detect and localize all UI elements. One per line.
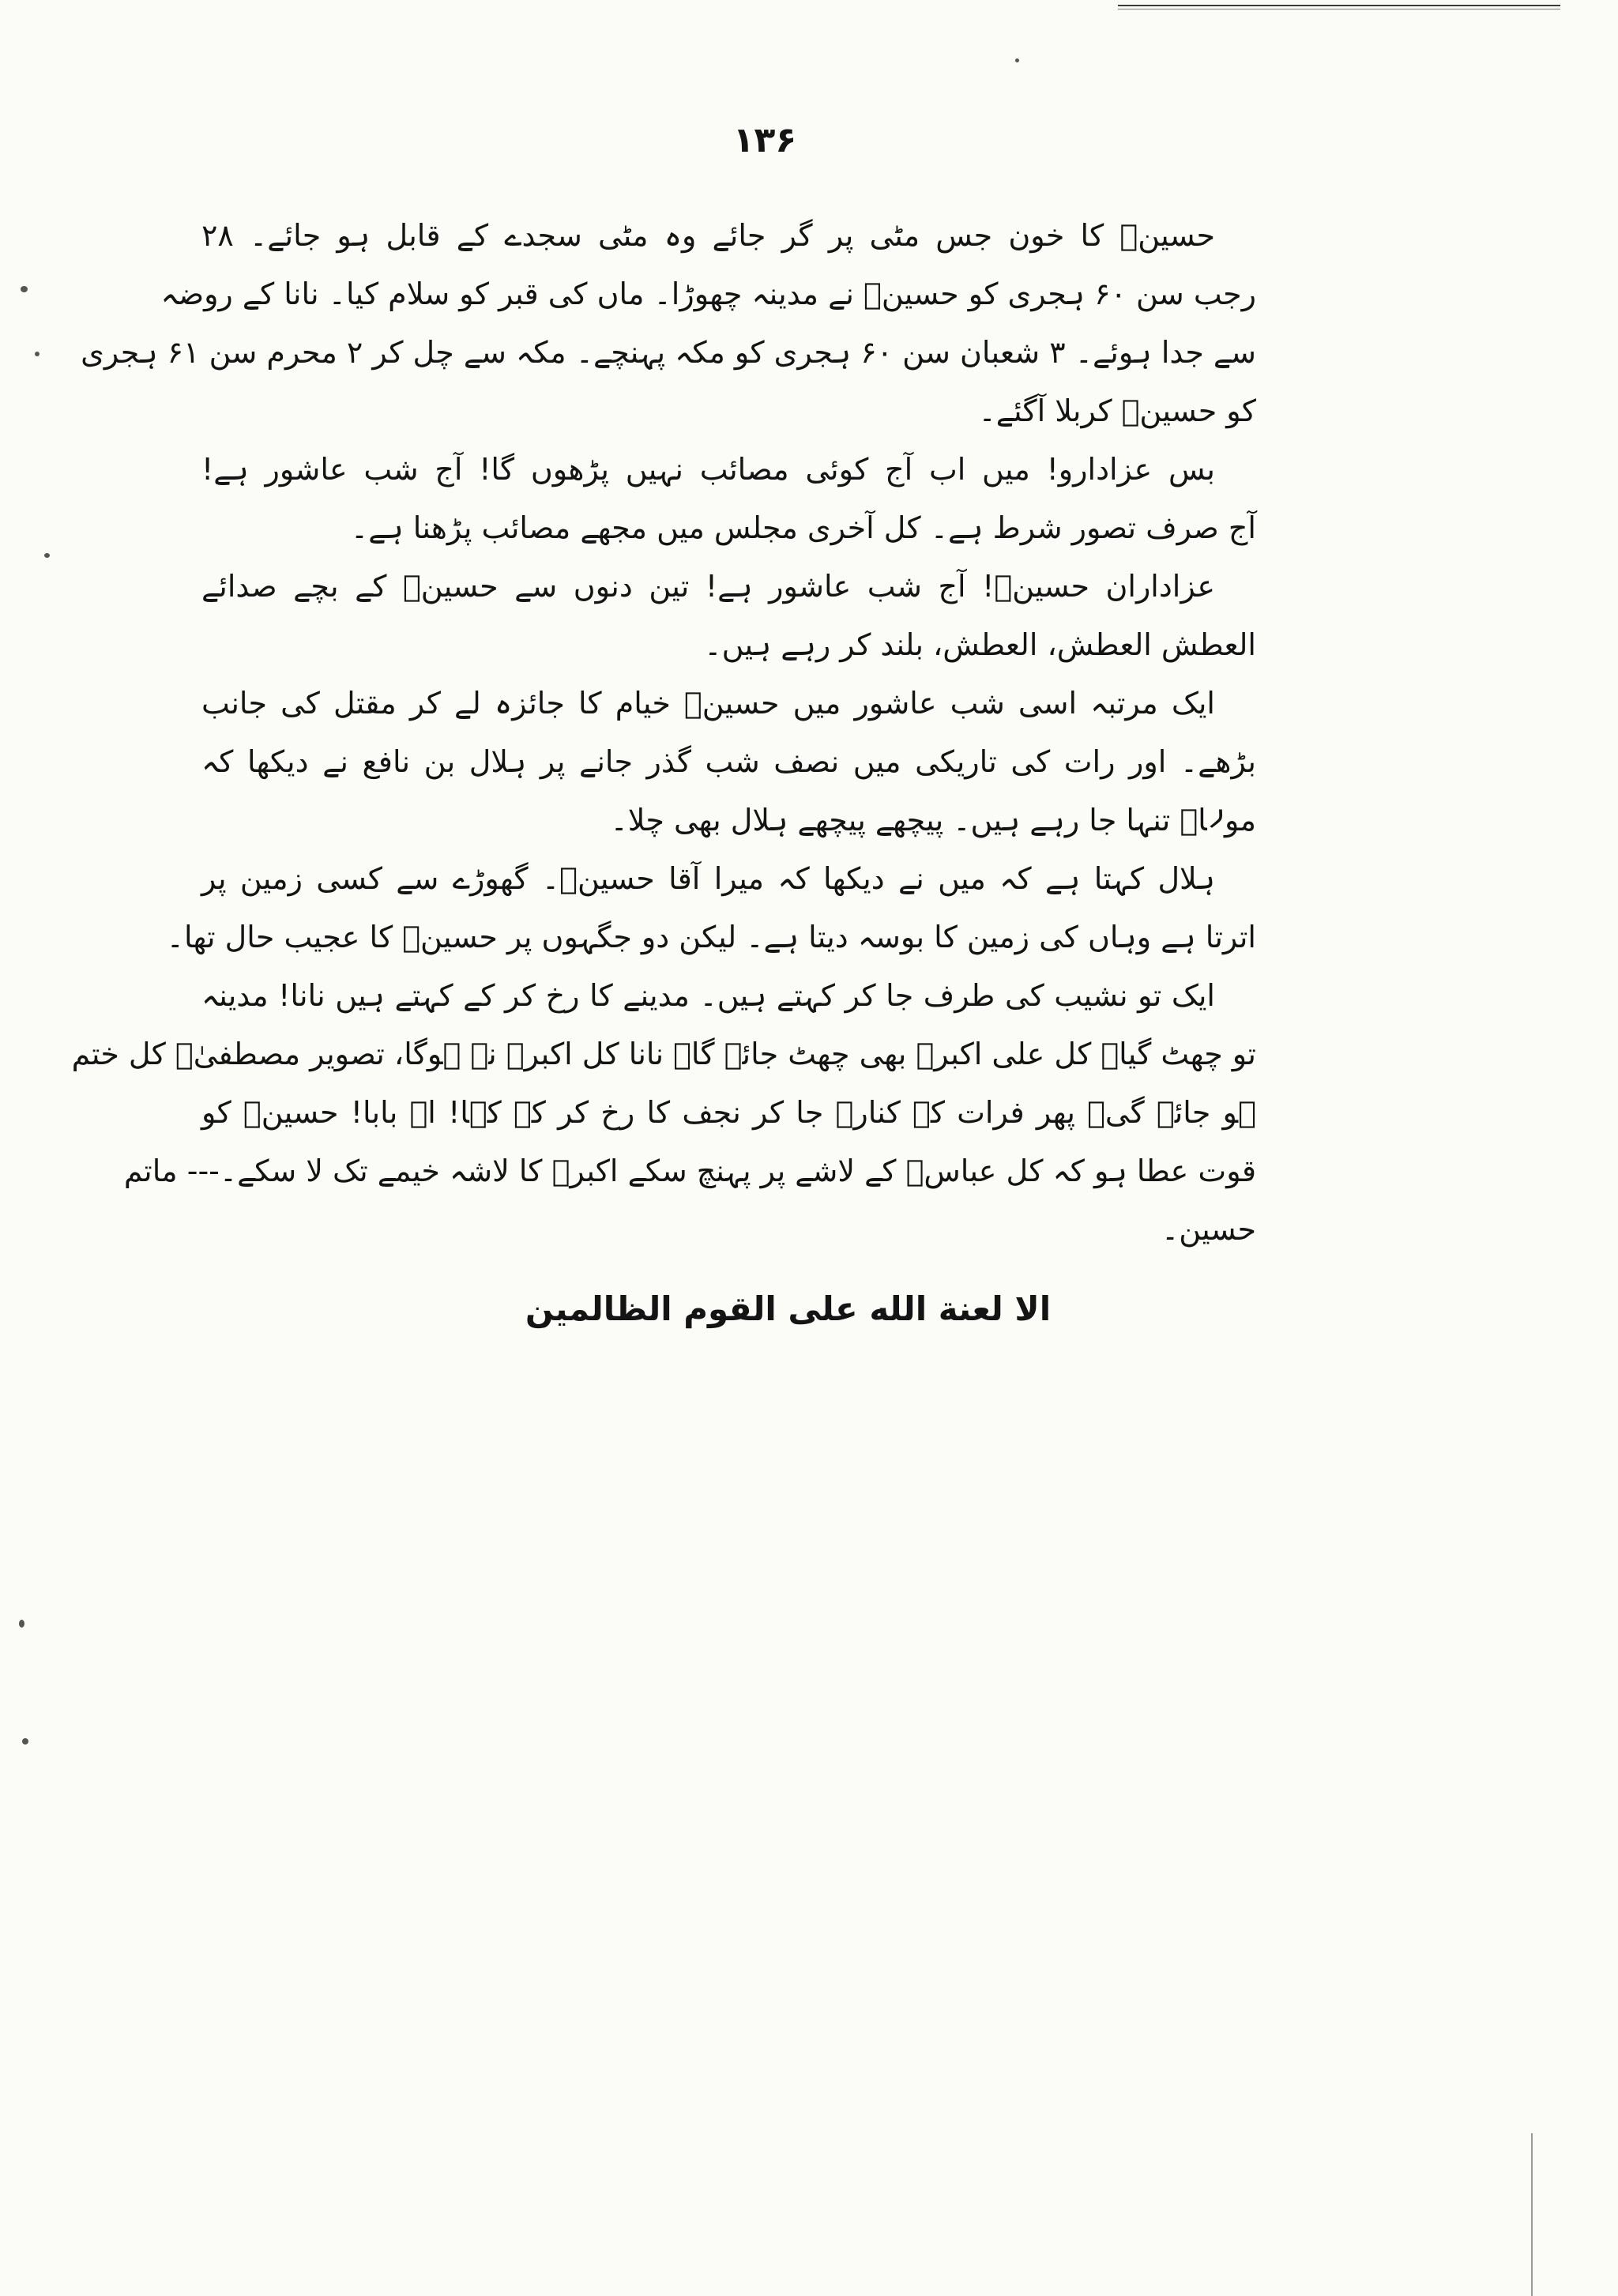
text-line: قوت عطا ہو کہ کل عباسؑ کے لاشے پر پہنچ سکے اکبرؑ کا لاشہ خیمے تک لا سکے۔--- ماتم xyxy=(123,1154,1256,1188)
scan-speck xyxy=(44,553,50,558)
text-line: ہو جائے گی۔ پھر فرات کے کنارے جا کر نجف کا رخ کر کے کہا! اے بابا! حسینؑ کو xyxy=(201,1095,1256,1130)
text-line: آج صرف تصور شرط ہے۔ کل آخری مجلس میں مجھے مصائب پڑھنا ہے۔ xyxy=(350,510,1256,545)
text-line: بڑھے۔ اور رات کی تاریکی میں نصف شب گذر جانے پر ہلال بن نافع نے دیکھا کہ xyxy=(201,744,1256,779)
text-line: العطش العطش، العطش، بلند کر رہے ہیں۔ xyxy=(704,627,1256,662)
paragraph xyxy=(201,557,1256,674)
text-line: ایک مرتبہ اسی شب عاشور میں حسینؑ خیام کا جائزہ لے کر مقتل کی جانب xyxy=(201,686,1215,721)
scan-speck xyxy=(22,1738,28,1745)
text-line: عزاداران حسینؑ! آج شب عاشور ہے! تین دنوں سے حسینؑ کے بچے صدائے xyxy=(201,569,1215,604)
text-line: مولاؑ تنہا جا رہے ہیں۔ پیچھے پیچھے ہلال بھی چلا۔ xyxy=(610,803,1256,837)
text-line: کو حسینؑ کربلا آگئے۔ xyxy=(978,393,1256,428)
scan-side-rule xyxy=(1531,2133,1533,2296)
text-line: ایک تو نشیب کی طرف جا کر کہتے ہیں۔ مدینے کا رخ کر کے کہتے ہیں نانا! مدینہ xyxy=(201,978,1215,1013)
text-line: رجب سن ۶۰ ہجری کو حسینؑ نے مدینہ چھوڑا۔ ماں کی قبر کو سلام کیا۔ نانا کے روضہ xyxy=(160,277,1256,311)
scan-speck xyxy=(1015,58,1019,62)
text-line: حسینؑ کا خون جس مٹی پر گر جائے وہ مٹی سجدے کے قابل ہو جائے۔ ۲۸ xyxy=(201,218,1215,253)
page-number: ۱۳۶ xyxy=(732,120,797,160)
body-text xyxy=(71,206,1256,1259)
text-line: تو چھٹ گیا۔ کل علی اکبرؑ بھی چھٹ جائے گا۔ نانا کل اکبرؑ نہ ہوگا، تصویر مصطفیٰؐ کل ختم xyxy=(71,1037,1256,1071)
paragraph xyxy=(71,966,1256,1259)
paragraph xyxy=(201,440,1256,557)
scan-speck xyxy=(21,286,28,292)
text-line: سے جدا ہوئے۔ ۳ شعبان سن ۶۰ ہجری کو مکہ پہنچے۔ مکہ سے چل کر ۲ محرم سن ۶۱ ہجری xyxy=(81,335,1256,370)
paragraph xyxy=(201,674,1256,849)
scan-speck xyxy=(19,1620,24,1628)
paragraph xyxy=(81,206,1256,440)
text-line: حسین۔ xyxy=(1161,1212,1256,1247)
scan-top-rule xyxy=(1118,5,1560,9)
scan-speck xyxy=(35,352,40,356)
text-line: ہلال کہتا ہے کہ میں نے دیکھا کہ میرا آقا حسینؑ۔ گھوڑے سے کسی زمین پر xyxy=(201,861,1215,896)
text-line: بس عزادارو! میں اب آج کوئی مصائب نہیں پڑھوں گا! آج شب عاشور ہے! xyxy=(201,452,1215,487)
closing-invocation: الا لعنة الله علی القوم الظالمین xyxy=(525,1289,1052,1328)
text-line: اترتا ہے وہاں کی زمین کا بوسہ دیتا ہے۔ لیکن دو جگہوں پر حسینؑ کا عجیب حال تھا۔ xyxy=(166,920,1256,954)
paragraph xyxy=(166,849,1256,966)
